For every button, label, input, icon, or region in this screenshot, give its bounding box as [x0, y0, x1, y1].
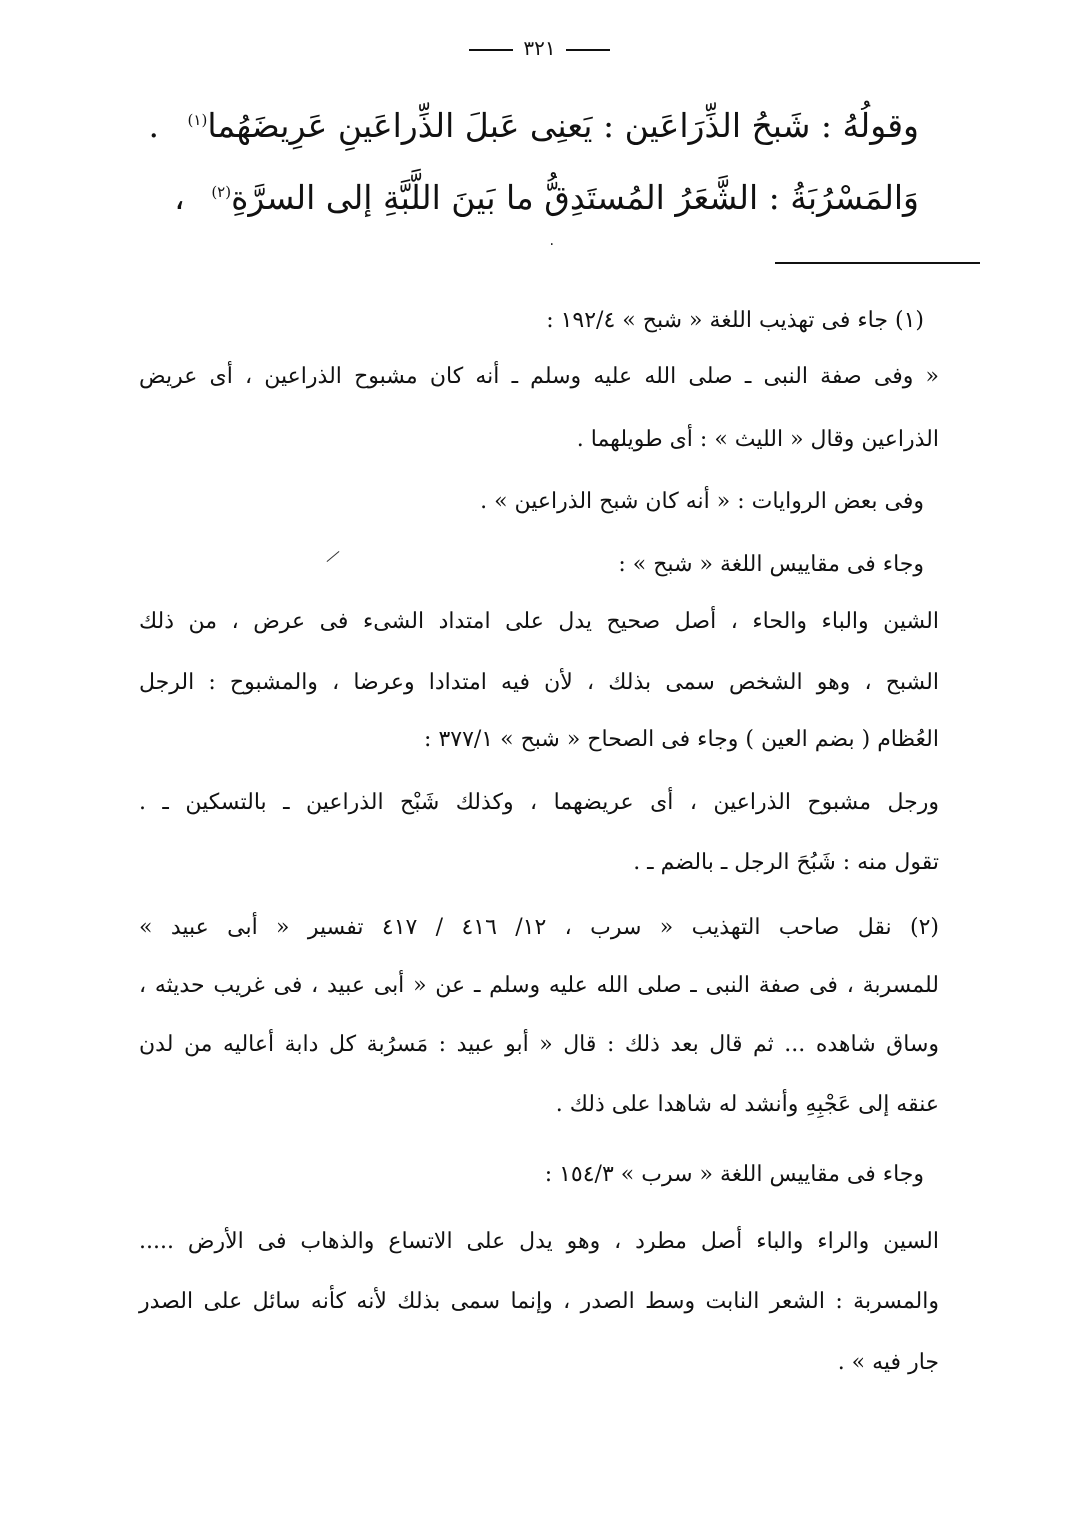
main-line-1: [148, 100, 919, 146]
footnote-line: الشبح ، وهو الشخص سمى بذلك ، لأن فيه امتدادا وعرضا ، والمشبوح : الرجل: [139, 670, 939, 695]
page-number-dash-left: [469, 49, 513, 51]
footnote-line: الشين والباء والحاء ، أصل صحيح يدل على امتداد الشىء فى عرض ، من ذلك: [139, 609, 939, 634]
main-line-1-end: .: [148, 106, 160, 145]
footnote-line: وجاء فى مقاييس اللغة « شبح » :: [618, 552, 924, 577]
main-line-2: [159, 172, 919, 218]
footnote-line: ورجل مشبوح الذراعين ، أى عريضهما ، وكذلك شَبْح الذراعين ـ بالتسكين ـ .: [139, 790, 939, 815]
stray-mark: [327, 551, 340, 562]
footnote-line: السين والراء والباء أصل مطرد ، وهو يدل على الاتساع والذهاب فى الأرض .....: [139, 1229, 939, 1254]
footnote-line: والمسربة : الشعر النابت وسط الصدر ، وإنما سمى بذلك لأنه كأنه سائل على الصدر: [139, 1289, 939, 1314]
footnote-1-heading: (١) جاء فى تهذيب اللغة « شبح » ١٩٢/٤ :: [546, 308, 924, 333]
footnote-line: وجاء فى مقاييس اللغة « سرب » ١٥٤/٣ :: [544, 1162, 924, 1187]
footnote-line: عنقه إلى عَجْبِهِ وأنشد له شاهدا على ذلك .: [555, 1092, 939, 1117]
footnote-ref-1: (١): [187, 111, 208, 129]
main-line-1-text: وقولُهُ : شَبحُ الذِّرَاعَين : يَعنِى عَبلَ الذِّراعَينِ عَرِيضَهُما: [207, 106, 919, 145]
footnote-line: الذراعين وقال « الليث » : أى طويلهما .: [576, 427, 939, 452]
footnote-line: « وفى صفة النبى ـ صلى الله عليه وسلم ـ أنه كان مشبوح الذراعين ، أى عريض: [139, 364, 939, 389]
footnote-ref-2: (٢): [211, 183, 232, 201]
page-number-dash-right: [566, 49, 610, 51]
main-line-2-text: وَالمَسْرُبَةُ : الشَّعَرُ المُستَدِقُّ ما بَينَ اللَّبَّةِ إلى السرَّةِ: [231, 178, 919, 217]
main-line-2-end: ،: [174, 178, 185, 217]
footnote-line: وساق شاهده ... ثم قال بعد ذلك : قال « أبو عبيد : مَسرُبة كل دابة أعاليه من لدن: [139, 1032, 939, 1057]
footnote-line: وفى بعض الروايات : « أنه كان شبح الذراعين » .: [480, 489, 924, 514]
page-number-text: ٣٢١: [523, 36, 556, 60]
footnote-2-heading: (٢) نقل صاحب التهذيب « سرب ، ١٢/ ٤١٦ / ٤١٧ تفسير « أبى عبيد »: [139, 915, 939, 940]
footnote-line: تقول منه : شَبُحَ الرجل ـ بالضم ـ .: [633, 850, 939, 875]
dot-mark: ٠: [548, 236, 556, 252]
footnote-separator: [775, 262, 980, 264]
footnote-line: جار فيه » .: [837, 1350, 939, 1375]
footnote-line: العُظام ( بضم العين ) وجاء فى الصحاح « شبح » ٣٧٧/١ :: [424, 727, 939, 752]
page-number: [0, 36, 1079, 60]
footnote-line: للمسربة ، فى صفة النبى ـ صلى الله عليه وسلم ـ عن « أبى عبيد ، فى غريب حديثه ،: [139, 973, 939, 998]
